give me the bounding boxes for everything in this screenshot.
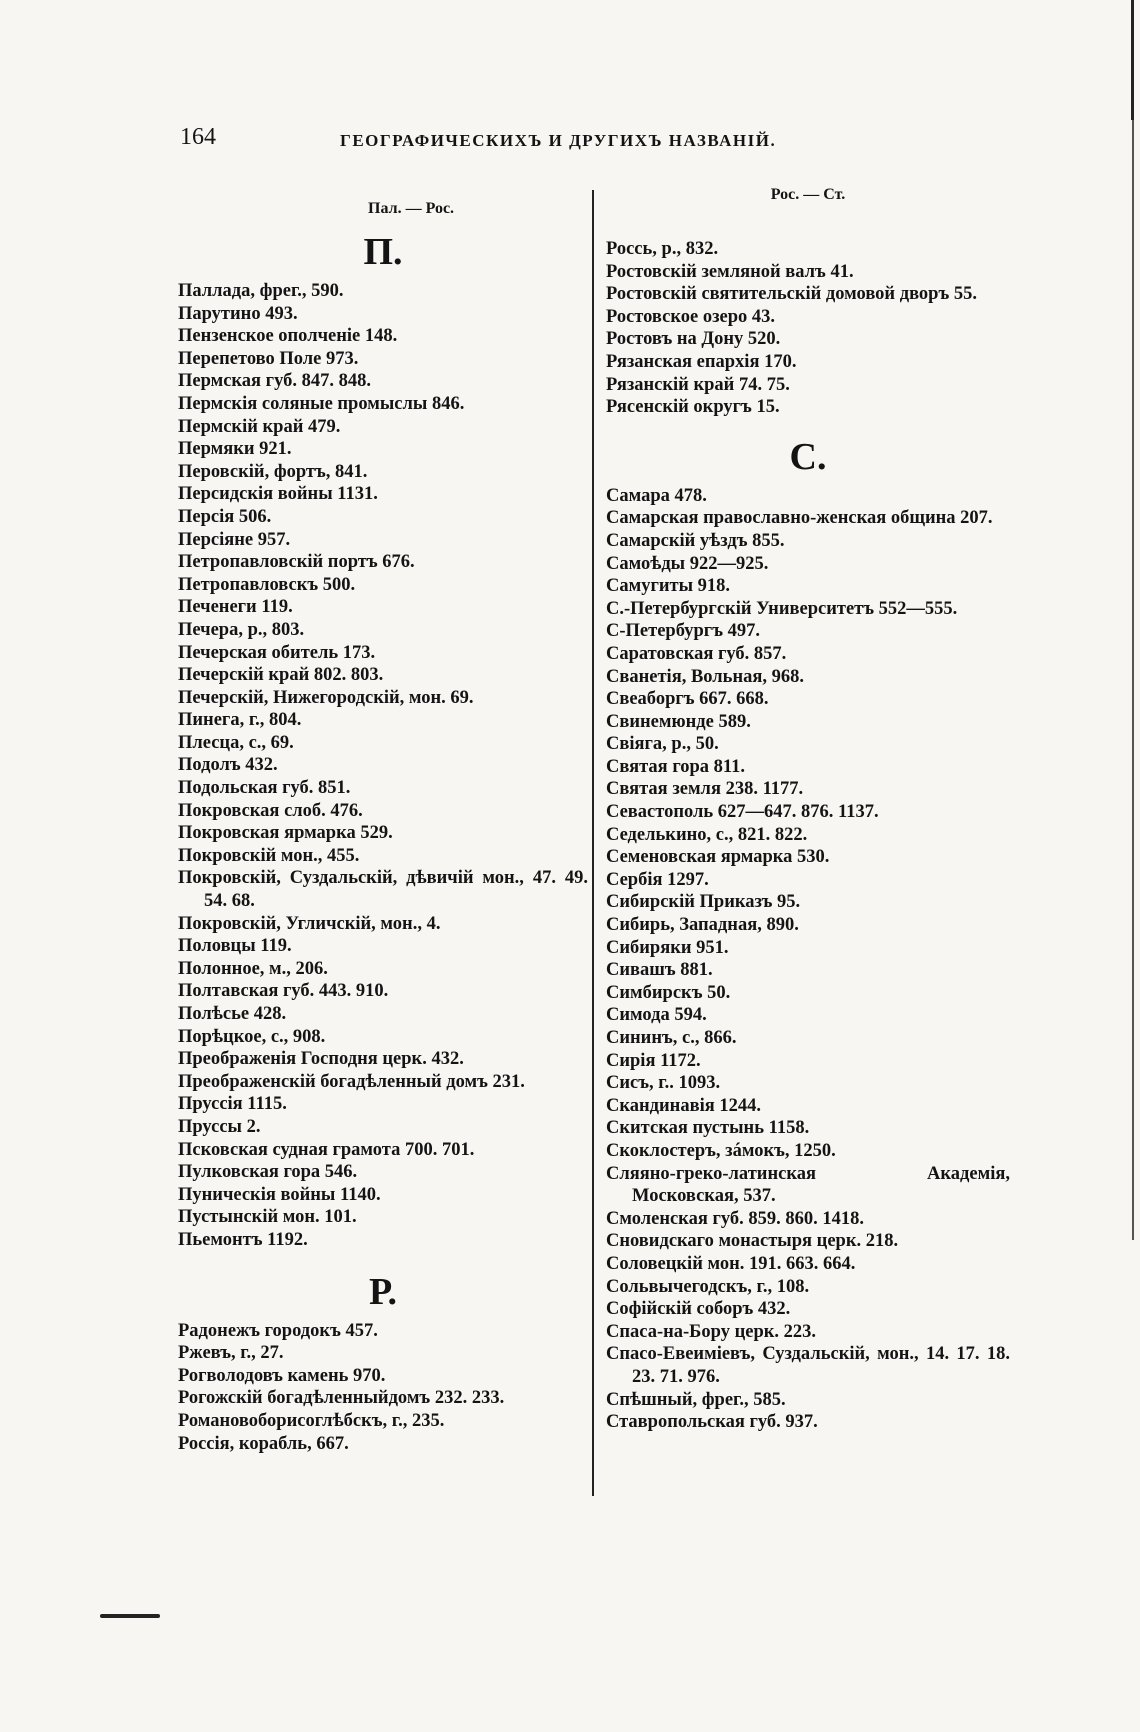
- index-entry: Скандинавія 1244.: [606, 1095, 761, 1116]
- index-entry: Самарскій уѣздъ 855.: [606, 530, 785, 551]
- page-number: 164: [180, 124, 216, 150]
- index-entry: Пуническія войны 1140.: [178, 1184, 381, 1205]
- index-entry: Святая гора 811.: [606, 756, 746, 777]
- index-entry: Россь, р., 832.: [606, 239, 719, 259]
- index-entry: Покровскій, Суздальскій, дѣвичій мон., 47. 49. 54. 68.: [178, 868, 588, 912]
- index-entry: Соловецкій мон. 191. 663. 664.: [606, 1253, 856, 1274]
- index-entry: Перовскій, фортъ, 841.: [178, 461, 368, 482]
- index-entry: Спаса-на-Бору церк. 223.: [606, 1321, 817, 1342]
- entries-r-right: [606, 238, 1010, 419]
- index-entry: Свеаборгъ 667. 668.: [606, 689, 769, 710]
- index-entry: Пермскія соляные промыслы 846.: [178, 393, 465, 414]
- index-entry: Преображенія Господня церк. 432.: [178, 1049, 464, 1070]
- index-entry: Паллада, фрег., 590.: [178, 281, 344, 301]
- index-entry: Сновидскаго монастыря церк. 218.: [606, 1231, 899, 1252]
- right-column: [606, 186, 1010, 1434]
- index-entry: Смоленская губ. 859. 860. 1418.: [606, 1208, 864, 1229]
- index-entry: Плесца, с., 69.: [178, 732, 294, 753]
- index-entry: Сербія 1297.: [606, 869, 709, 890]
- index-entry: Спасо-Евеиміевъ, Суздальскій, мон., 14. 17. 18. 23. 71. 976.: [606, 1344, 1010, 1387]
- index-entry: Пустынскій мон. 101.: [178, 1207, 357, 1228]
- index-entry: Самарская православно-женская община 207.: [606, 508, 993, 529]
- index-entry: Романовоборисоглѣбскъ, г., 235.: [178, 1410, 445, 1431]
- index-entry: Ростовскій святительскій домовой дворъ 55.: [606, 284, 978, 305]
- index-entry: Рогволодовъ камень 970.: [178, 1365, 386, 1386]
- index-entry: Самоѣды 922—925.: [606, 553, 769, 574]
- index-entry: Перепетово Поле 973.: [178, 348, 359, 369]
- index-entry: Преображенскій богадѣленный домъ 231.: [178, 1071, 525, 1092]
- index-entry: Печерская обитель 173.: [178, 642, 376, 663]
- section-letter-r: Р.: [369, 1270, 397, 1313]
- index-entry: Ставропольская губ. 937.: [606, 1412, 818, 1433]
- index-entry: С.-Петербургскій Университетъ 552—555.: [606, 598, 958, 619]
- index-entry: Самугиты 918.: [606, 576, 731, 597]
- index-entry: Покровскій мон., 455.: [178, 845, 360, 866]
- index-entry: Семеновская ярмарка 530.: [606, 847, 830, 868]
- index-entry: Половцы 119.: [178, 936, 292, 957]
- index-entry: Самара 478.: [606, 485, 707, 506]
- index-entry: Пензенское ополченіе 148.: [178, 326, 398, 347]
- index-entry: Ростовъ на Дону 520.: [606, 329, 781, 350]
- index-entry: Печенеги 119.: [178, 597, 293, 618]
- index-entry: Пулковская гора 546.: [178, 1162, 358, 1183]
- index-entry: Покровская слоб. 476.: [178, 800, 363, 821]
- index-entry: С-Петербургъ 497.: [606, 621, 760, 642]
- index-entry: Рогожскій богадѣленныйдомъ 232. 233.: [178, 1388, 505, 1409]
- index-entry: Персидскія войны 1131.: [178, 484, 378, 505]
- running-title: ГЕОГРАФИЧЕСКИХЪ И ДРУГИХЪ НАЗВАНІЙ.: [340, 131, 777, 150]
- index-entry: Пермяки 921.: [178, 439, 292, 460]
- index-entry: Седелькино, с., 821. 822.: [606, 824, 808, 845]
- index-entry: Ростовское озеро 43.: [606, 306, 776, 327]
- entries-s: [606, 485, 1010, 1434]
- index-entry: Печерскій, Нижегородскій, мон. 69.: [178, 687, 474, 708]
- index-entry: Сивашъ 881.: [606, 960, 713, 981]
- index-entry: Святая земля 238. 1177.: [606, 779, 804, 800]
- index-entry: Псковская судная грамота 700. 701.: [178, 1139, 475, 1160]
- index-entry: Рясенскій округъ 15.: [606, 397, 780, 418]
- index-entry: Ржевъ, г., 27.: [178, 1343, 284, 1364]
- index-entry: Сирія 1172.: [606, 1050, 701, 1071]
- index-entry: Радонежъ городокъ 457.: [178, 1320, 378, 1341]
- column-divider: [592, 190, 594, 1496]
- index-entry: Сининъ, с., 866.: [606, 1028, 737, 1048]
- index-entry: Пруссы 2.: [178, 1116, 261, 1137]
- index-entry: Симода 594.: [606, 1005, 707, 1026]
- index-entry: Печера, р., 803.: [178, 619, 305, 640]
- index-entry: Свинемюнде 589.: [606, 711, 751, 732]
- index-entry: Скитская пустынь 1158.: [606, 1118, 810, 1139]
- entries-r-left: [178, 1320, 588, 1456]
- index-entry: Пермскій край 479.: [178, 416, 341, 437]
- index-entry: Сванетія, Вольная, 968.: [606, 666, 805, 687]
- entries-p: [178, 280, 588, 1252]
- index-entry: Рязанская епархія 170.: [606, 351, 797, 372]
- right-column-range: Рос. — Ст.: [770, 186, 846, 203]
- index-entry: Полтавская губ. 443. 910.: [178, 981, 389, 1002]
- index-entry: Персіяне 957.: [178, 529, 291, 550]
- index-entry: Сибирь, Западная, 890.: [606, 915, 799, 936]
- index-entry: Пермская губ. 847. 848.: [178, 371, 371, 392]
- index-entry: Петропавловскій портъ 676.: [178, 552, 415, 573]
- left-column-range: Пал. — Рос.: [368, 200, 455, 217]
- index-entry: Спѣшный, фрег., 585.: [606, 1389, 786, 1410]
- margin-mark: [100, 1614, 160, 1618]
- index-entry: Полѣсье 428.: [178, 1004, 287, 1024]
- page-edge-shadow: [1131, 0, 1134, 120]
- index-entry: Пруссія 1115.: [178, 1094, 287, 1115]
- section-letter-s: С.: [789, 435, 827, 478]
- index-entry: Россія, корабль, 667.: [178, 1433, 349, 1454]
- index-entry: Пьемонтъ 1192.: [178, 1229, 308, 1250]
- index-entry: Парутино 493.: [178, 303, 298, 324]
- page-edge-line: [1132, 120, 1134, 1240]
- index-entry: Петропавловскъ 500.: [178, 574, 356, 595]
- index-entry: Подолъ 432.: [178, 755, 278, 776]
- index-entry: Сибирскій Приказъ 95.: [606, 892, 801, 913]
- index-entry: Сисъ, г.. 1093.: [606, 1073, 721, 1094]
- index-entry: Порѣцкое, с., 908.: [178, 1026, 326, 1047]
- index-entry: Симбирскъ 50.: [606, 982, 731, 1003]
- index-entry: Подольская губ. 851.: [178, 778, 351, 799]
- index-entry: Сольвычегодскъ, г., 108.: [606, 1276, 810, 1297]
- index-entry: Сляяно-греко-латинская Академія, Московская, 537.: [606, 1163, 1010, 1207]
- index-entry: Персія 506.: [178, 506, 272, 527]
- index-entry: Севастополь 627—647. 876. 1137.: [606, 802, 879, 823]
- index-entry: Рязанскій край 74. 75.: [606, 374, 790, 395]
- index-entry: Саратовская губ. 857.: [606, 643, 787, 664]
- index-entry: Покровская ярмарка 529.: [178, 823, 393, 844]
- index-entry: Покровскій, Угличскій, мон., 4.: [178, 913, 441, 934]
- section-letter-p: П.: [363, 231, 403, 273]
- index-entry: Скоклостеръ, зáмокъ, 1250.: [606, 1140, 836, 1161]
- index-entry: Пинега, г., 804.: [178, 710, 302, 731]
- left-column: [178, 200, 588, 1455]
- index-entry: Софійскій соборъ 432.: [606, 1299, 791, 1320]
- index-entry: Ростовскій земляной валъ 41.: [606, 261, 854, 282]
- index-entry: Сибиряки 951.: [606, 937, 729, 958]
- index-entry: Печерскій край 802. 803.: [178, 665, 384, 686]
- index-entry: Свіяга, р., 50.: [606, 734, 719, 755]
- index-entry: Полонное, м., 206.: [178, 958, 328, 979]
